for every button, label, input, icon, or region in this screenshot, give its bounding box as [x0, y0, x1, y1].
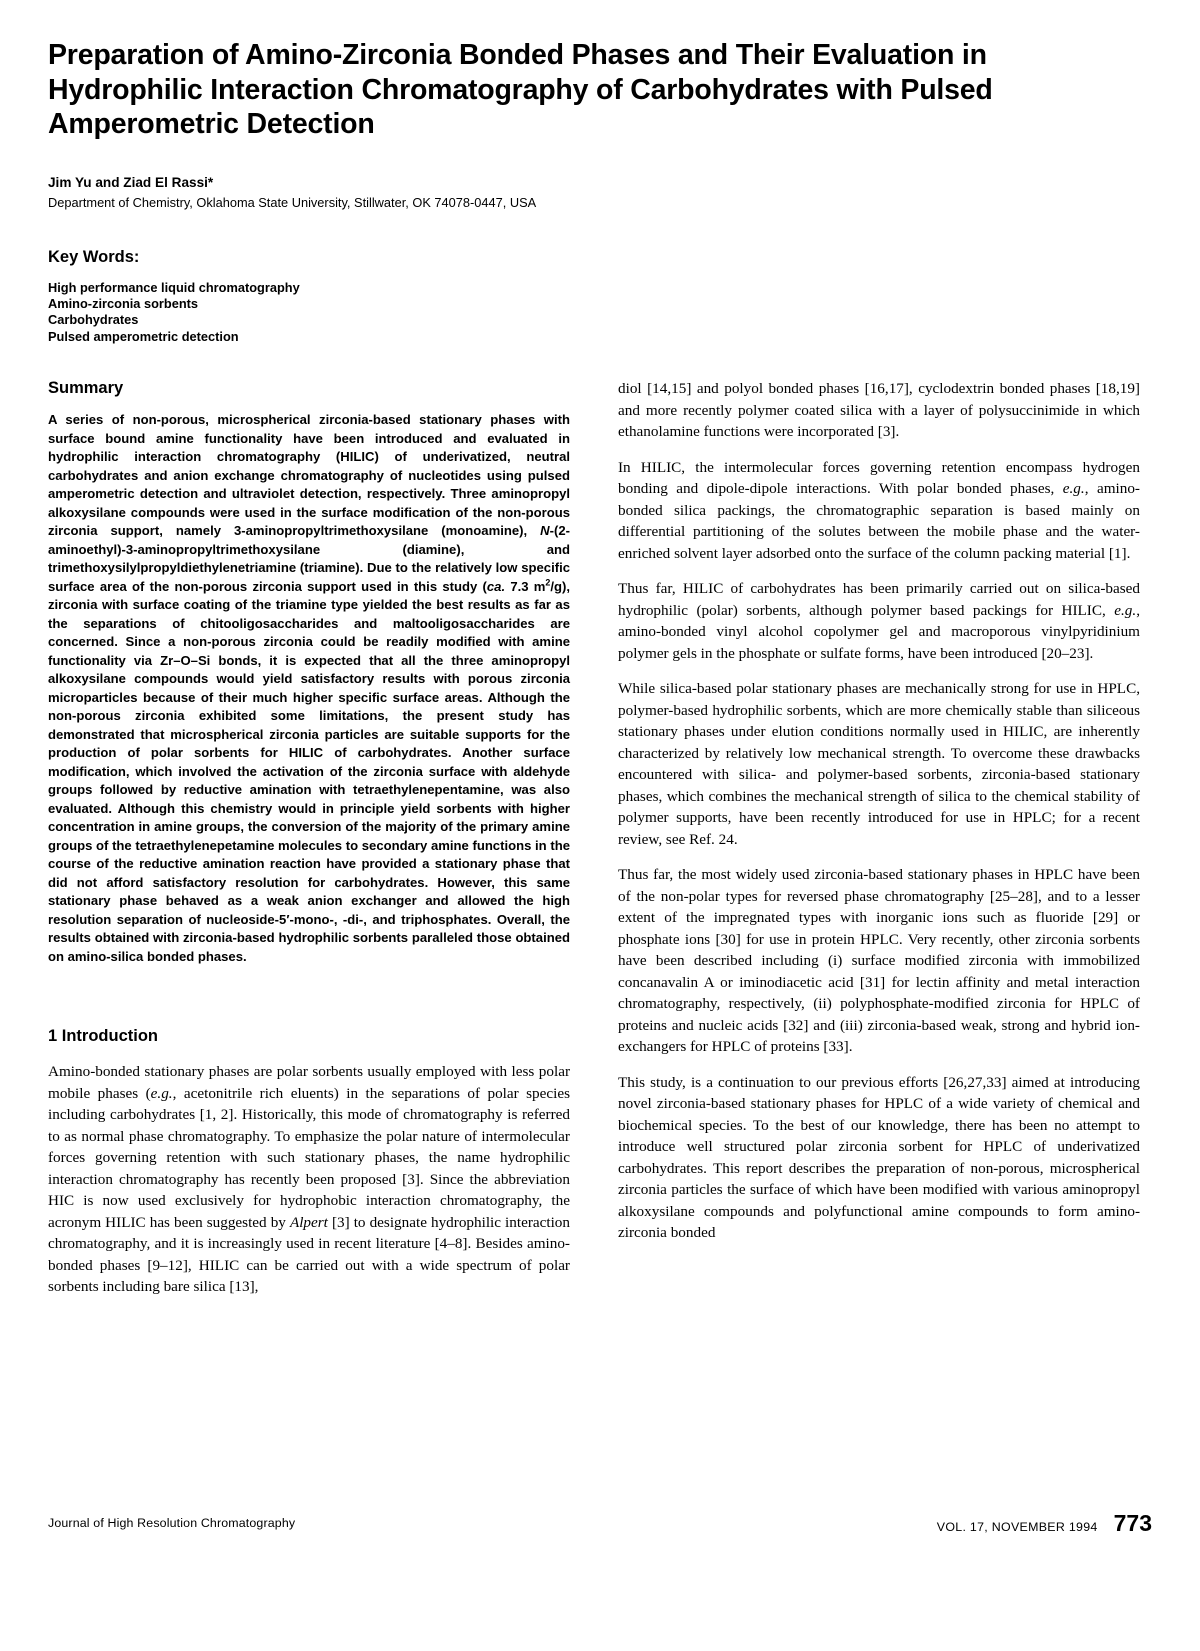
introduction-block: [48, 1026, 570, 1298]
intro-text-1: Amino-bonded stationary phases are polar sorbents usually employed with less polar mobile phases (: [48, 1063, 570, 1102]
summary-text-1: A series of non-porous, microspherical zirconia-based stationary phases with surface bound amine functionality have been introduced and evaluated in hydrophilic interaction chromatography (HILIC) of underivatized, neutral carbohydrates and anion exchange chromatography of nucleotides using pulsed amperometric detection and ultraviolet detection, respectively. Three aminopropyl alkoxysilane compounds were used in the surface modification of the non-porous zirconia support, namely 3-aminopropyltrimethoxysilane (monoamine),: [48, 412, 570, 538]
footer-volume-info: VOL. 17, NOVEMBER 1994: [936, 1520, 1098, 1534]
summary-italic-1: N: [540, 523, 550, 538]
summary-text-3: 7.3 m: [505, 578, 546, 594]
right-column: [618, 378, 1140, 1244]
right-p3-italic: e.g.: [1114, 601, 1137, 619]
right-p3-text-1: Thus far, HILIC of carbohydrates has been primarily carried out on silica-based hydrophilic (polar) sorbents, although polymer based packings for HILIC,: [618, 580, 1140, 619]
intro-italic-2: Alpert: [289, 1213, 328, 1231]
summary-abstract: [48, 411, 570, 966]
right-paragraph-3: [618, 578, 1140, 664]
footer-journal-name: Journal of High Resolution Chromatography: [48, 1516, 296, 1530]
keyword-item: Amino-zirconia sorbents: [48, 295, 199, 311]
summary-italic-2: ca.: [486, 578, 506, 594]
keywords-heading: Key Words:: [48, 247, 140, 266]
left-column: [48, 378, 570, 1298]
right-paragraph-2: [618, 457, 1140, 565]
summary-text-2: -(2-aminoethyl)-3-aminopropyltrimethoxysilane (diamine), and trimethoxysilylpropyldiethylenetriamine (triamine). Due to the relatively low specific surface area of the non-porous zirconia support used in this study (: [48, 523, 570, 594]
summary-heading: Summary: [48, 379, 124, 397]
right-p3-text-2: , amino-bonded vinyl alcohol copolymer gel and macroporous vinylpyridinium polymer gels in the phosphate or sulfate forms, have been introduced [20–23].: [618, 601, 1140, 662]
introduction-paragraph-1: [48, 1061, 570, 1298]
right-paragraph-1: diol [14,15] and polyol bonded phases [16,17], cyclodextrin bonded phases [18,19] and more recently polymer coated silica with a layer of polysuccinimide in which ethanolamine functions were incorporated [3].: [618, 380, 1140, 440]
right-p2-text-2: , amino-bonded silica packings, the chromatographic separation is based mainly on differential partitioning of the solutes between the mobile phase and the water-enriched solvent layer adsorbed onto the surface of the column packing material [1].: [618, 480, 1140, 562]
introduction-heading: 1 Introduction: [48, 1027, 158, 1045]
body-columns: [48, 378, 1152, 1463]
keyword-item: High performance liquid chromatography: [48, 279, 300, 295]
intro-text-3: [3] to designate hydrophilic interaction chromatography, and it is increasingly used in recent literature [4–8]. Besides amino-bonded phases [9–12], HILIC can be carried out with a wide spectrum of polar sorbents including bare silica [13],: [48, 1213, 570, 1295]
keywords-list: [48, 280, 1028, 346]
affiliation: Department of Chemistry, Oklahoma State University, Stillwater, OK 74078-0447, USA: [48, 194, 537, 210]
summary-text-4: /g), zirconia with surface coating of the triamine type yielded the best results as far as the separations of chitooligosaccharides and maltooligosaccharides are concerned. Since a non-porous zirconia could be readily modified with amine functionality via Zr–O–Si bonds, it is expected that all the three aminopropyl alkoxysilane compounds would yield satisfactory results with porous zirconia microparticles because of their much higher specific surface areas. Although the non-porous zirconia exhibited some limitations, the present study has demonstrated that microspherical zirconia particles are suitable supports for the production of polar sorbents for HILIC of carbohydrates. Another surface modification, which involved the activation of the zirconia surface with aldehyde groups followed by reductive amination with tetraethylenepentamine, was also evaluated. Although this chemistry would in principle yield sorbents with higher concentration in amine groups, the conversion of the majority of the primary amine groups of the tetraethylenepetamine molecules to secondary amine functions in the course of the reductive amination reaction have provided a stationary phase that did not afford satisfactory resolution for carbohydrates. However, this same stationary phase behaved as a weak anion exchanger and allowed the high resolution separation of nucleoside-5′-mono-, -di-, and triphosphates. Overall, the results obtained with zirconia-based hydrophilic sorbents paralleled those obtained on amino-silica bonded phases.: [48, 578, 570, 964]
footer-page-number: 773: [1113, 1510, 1152, 1536]
footer-right-group: [937, 1510, 1152, 1537]
right-p2-italic: e.g.: [1062, 480, 1085, 497]
right-paragraph-6: This study, is a continuation to our previous efforts [26,27,33] aimed at introducing novel zirconia-based stationary phases for HPLC of a wide variety of chemical and biochemical species. To the best of our knowledge, there has been no attempt to introduce well structured polar zirconia sorbent for HPLC of underivatized carbohydrates. This report describes the preparation of non-porous, microspherical zirconia particles the surface of which have been modified with various aminopropyl alkoxysilane compounds and polyfunctional amine compounds to form amino-zirconia bonded: [618, 1073, 1140, 1241]
summary-superscript-1: 2: [545, 577, 551, 588]
intro-text-2: , acetonitrile rich eluents) in the separations of polar species including carbohydrates [1, 2]. Historically, this mode of chromatography is referred to as normal phase chromatography. To emphasize the polar nature of intermolecular forces governing retention with such stationary phases, the name hydrophilic interaction chromatography has recently been proposed [3]. Since the abbreviation HIC is now used exclusively for hydrophobic interaction chromatography, the acronym HILIC has been suggested by: [48, 1084, 570, 1231]
keyword-item: Pulsed amperometric detection: [48, 328, 239, 344]
right-paragraph-4: While silica-based polar stationary phases are mechanically strong for use in HPLC, polymer-based hydrophilic sorbents, which are more chemically stable than siliceous stationary phases under elution conditions normally used in HILIC, are inherently characterized by relatively low mechanical strength. To overcome these drawbacks encountered with silica- and polymer-based sorbents, zirconia-based stationary phases, which combines the mechanical strength of silica to the chemical stability of polymer supports, have been recently introduced for use in HPLC; for a recent review, see Ref. 24.: [618, 680, 1140, 848]
intro-italic-1: e.g.: [150, 1084, 173, 1102]
keyword-item: Carbohydrates: [48, 312, 139, 328]
right-paragraph-5: Thus far, the most widely used zirconia-based stationary phases in HPLC have been of the non-polar types for reversed phase chromatography [25–28], and to a lesser extent of the impregnated types with inorganic ions such as fluoride [29] or phosphate ions [30] for use in protein HPLC. Very recently, other zirconia sorbents have been described including (i) surface modified zirconia with immobilized concanavalin A or iminodiacetic acid [31] for lectin affinity and metal interaction chromatography, respectively, (ii) polyphosphate-modified zirconia for HPLC of proteins and nucleic acids [32] and (iii) zirconia-based weak, strong and hybrid ion-exchangers for HPLC of proteins [33].: [618, 866, 1140, 1055]
page-title: Preparation of Amino-Zirconia Bonded Phases and Their Evaluation in Hydrophilic Interaction Chromatography of Carbohydrates with Pulsed Amperometric Detection: [48, 39, 993, 140]
article-header: [48, 38, 1028, 345]
author-list: Jim Yu and Ziad El Rassi*: [48, 174, 214, 190]
right-p2-text-1: In HILIC, the intermolecular forces governing retention encompass hydrogen bonding and dipole-dipole interactions. With polar bonded phases,: [618, 458, 1140, 497]
page-footer: [48, 1510, 1152, 1546]
